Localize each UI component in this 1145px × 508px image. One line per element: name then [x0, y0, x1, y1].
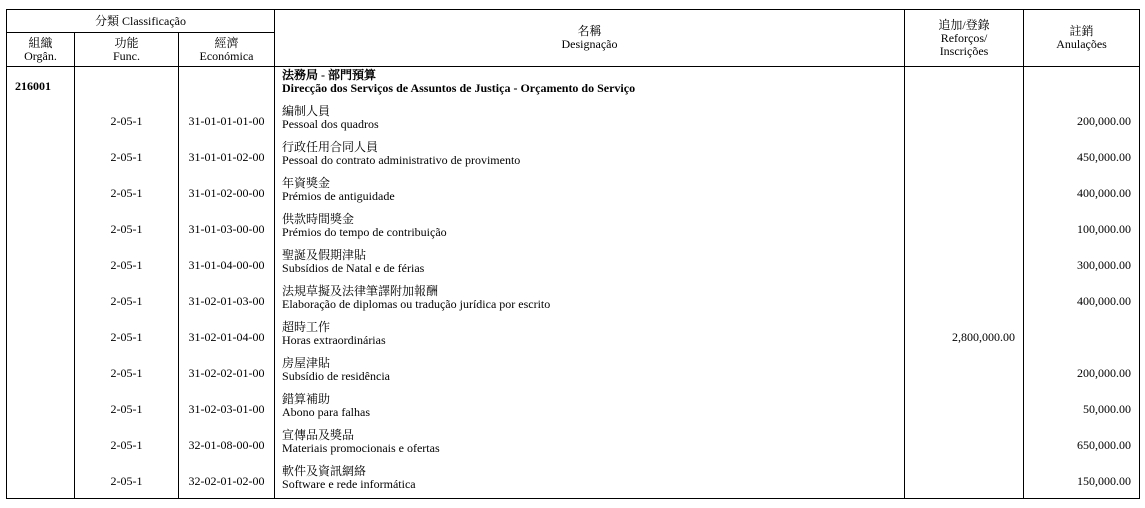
- designation-cell: [275, 247, 905, 283]
- reforco-cell: [905, 283, 1024, 319]
- organ-cell: [7, 319, 75, 355]
- designation-pt: Pessoal do contrato administrativo de provimento: [282, 152, 521, 167]
- function-code: 2-05-1: [75, 427, 179, 463]
- table-row: [7, 391, 1140, 427]
- organ-row: [7, 67, 1140, 103]
- designation-pt: Subsídios de Natal e de férias: [282, 260, 425, 275]
- designation-zh: 超時工作: [282, 319, 331, 334]
- organ-title-zh: 法務局 - 部門預算: [282, 68, 377, 82]
- organ-cell: [7, 247, 75, 283]
- designation-cell: [275, 391, 905, 427]
- empty-cell: [1024, 67, 1140, 103]
- designation-zh: 軟件及資訊網絡: [282, 463, 367, 478]
- budget-table-sheet: [6, 9, 1139, 499]
- reforco-total: 2,800,000.00: [905, 319, 1024, 355]
- anulacao-value: 450,000.00: [1024, 139, 1140, 175]
- organ-header: [7, 33, 75, 67]
- reforco-cell: [905, 463, 1024, 499]
- reforco-cell: [905, 355, 1024, 391]
- anulacao-value: 200,000.00: [1024, 355, 1140, 391]
- function-code: 2-05-1: [75, 463, 179, 499]
- designation-cell: [275, 319, 905, 355]
- organ-header-pt: Orgân.: [24, 48, 57, 63]
- economic-code: 31-01-01-01-00: [179, 103, 275, 139]
- organ-cell: [7, 139, 75, 175]
- economic-code: 31-01-03-00-00: [179, 211, 275, 247]
- designation-cell: [275, 103, 905, 139]
- anulacao-value: 650,000.00: [1024, 427, 1140, 463]
- designation-pt: Prémios do tempo de contribuição: [282, 224, 447, 239]
- designation-cell: [275, 427, 905, 463]
- economic-header-zh: 經濟: [214, 35, 239, 50]
- economic-header: [179, 33, 275, 67]
- designation-zh: 錯算補助: [282, 391, 331, 406]
- function-code: 2-05-1: [75, 211, 179, 247]
- anulacao-value: [1024, 319, 1140, 355]
- reforcos-header-zh: 追加/登錄: [938, 17, 990, 32]
- designation-header-pt: Designação: [561, 37, 618, 51]
- designation-pt: Horas extraordinárias: [282, 332, 386, 347]
- table-row: [7, 139, 1140, 175]
- economic-code: 31-01-01-02-00: [179, 139, 275, 175]
- organ-cell: [7, 463, 75, 499]
- designation-zh: 編制人員: [282, 103, 331, 118]
- anulacao-value: 400,000.00: [1024, 175, 1140, 211]
- designation-pt: Elaboração de diplomas ou tradução jurídica por escrito: [282, 296, 551, 311]
- organ-cell: [7, 283, 75, 319]
- table-row: [7, 247, 1140, 283]
- anulacoes-header-pt: Anulações: [1056, 37, 1107, 51]
- reforco-cell: [905, 103, 1024, 139]
- organ-cell: [7, 103, 75, 139]
- designation-pt: Subsídio de residência: [282, 368, 390, 383]
- designation-cell: [275, 211, 905, 247]
- designation-zh: 宣傳品及獎品: [282, 427, 355, 442]
- organ-cell: [7, 427, 75, 463]
- designation-cell: [275, 463, 905, 499]
- empty-cell: [179, 67, 275, 103]
- designation-cell: [275, 175, 905, 211]
- economic-code: 31-01-02-00-00: [179, 175, 275, 211]
- function-code: 2-05-1: [75, 319, 179, 355]
- reforco-cell: [905, 427, 1024, 463]
- designation-cell: [275, 139, 905, 175]
- designation-pt: Pessoal dos quadros: [282, 116, 379, 131]
- table-row: [7, 319, 1140, 355]
- anulacao-value: 300,000.00: [1024, 247, 1140, 283]
- reforco-cell: [905, 139, 1024, 175]
- reforco-cell: [905, 247, 1024, 283]
- economic-code: 32-02-01-02-00: [179, 463, 275, 499]
- reforco-cell: [905, 211, 1024, 247]
- organ-cell: [7, 391, 75, 427]
- designation-zh: 法規草擬及法律筆譯附加報酬: [282, 283, 439, 298]
- function-code: 2-05-1: [75, 247, 179, 283]
- anulacoes-header-zh: 註銷: [1069, 24, 1094, 38]
- organ-cell: [7, 211, 75, 247]
- function-code: 2-05-1: [75, 175, 179, 211]
- organ-title-pt: Direcção dos Serviços de Assuntos de Justiça - Orçamento do Serviço: [282, 81, 636, 95]
- designation-header-zh: 名稱: [577, 24, 602, 38]
- designation-zh: 行政任用合同人員: [282, 139, 379, 154]
- economic-code: 31-02-01-04-00: [179, 319, 275, 355]
- designation-zh: 房屋津貼: [282, 355, 331, 370]
- economic-code: 31-02-02-01-00: [179, 355, 275, 391]
- anulacao-value: 150,000.00: [1024, 463, 1140, 499]
- anulacao-value: 200,000.00: [1024, 103, 1140, 139]
- function-code: 2-05-1: [75, 355, 179, 391]
- designation-pt: Materiais promocionais e ofertas: [282, 440, 440, 455]
- organ-header-zh: 組織: [28, 35, 53, 50]
- designation-cell: [275, 355, 905, 391]
- economic-code: 31-02-03-01-00: [179, 391, 275, 427]
- reforcos-header-pt1: Reforços/: [940, 30, 988, 45]
- table-row: [7, 283, 1140, 319]
- organ-cell: [7, 175, 75, 211]
- function-code: 2-05-1: [75, 391, 179, 427]
- table-row: [7, 463, 1140, 499]
- designation-zh: 供款時間獎金: [282, 211, 355, 226]
- anulacao-value: 100,000.00: [1024, 211, 1140, 247]
- designation-pt: Software e rede informática: [282, 476, 416, 491]
- anulacoes-header: [1024, 10, 1140, 67]
- reforco-cell: [905, 391, 1024, 427]
- classification-header: 分類 Classificação: [7, 10, 275, 33]
- table-row: [7, 103, 1140, 139]
- designation-header: [275, 10, 905, 67]
- empty-cell: [75, 67, 179, 103]
- reforcos-header: [905, 10, 1024, 67]
- budget-table: [6, 9, 1140, 499]
- organ-code: 216001: [7, 67, 75, 103]
- organ-cell: [7, 355, 75, 391]
- empty-cell: [905, 67, 1024, 103]
- table-row: [7, 427, 1140, 463]
- economic-code: 31-01-04-00-00: [179, 247, 275, 283]
- economic-code: 31-02-01-03-00: [179, 283, 275, 319]
- reforco-cell: [905, 175, 1024, 211]
- designation-pt: Abono para falhas: [282, 404, 370, 419]
- reforcos-header-pt2: Inscrições: [939, 43, 989, 58]
- table-row: [7, 175, 1140, 211]
- economic-code: 32-01-08-00-00: [179, 427, 275, 463]
- designation-zh: 聖誕及假期津貼: [282, 247, 367, 262]
- table-row: [7, 355, 1140, 391]
- function-header-zh: 功能: [114, 35, 139, 50]
- function-code: 2-05-1: [75, 283, 179, 319]
- designation-pt: Prémios de antiguidade: [282, 188, 395, 203]
- function-code: 2-05-1: [75, 103, 179, 139]
- anulacao-value: 50,000.00: [1024, 391, 1140, 427]
- function-header-pt: Func.: [113, 48, 140, 63]
- table-row: [7, 211, 1140, 247]
- organ-title: [275, 67, 905, 103]
- designation-zh: 年資獎金: [282, 175, 331, 190]
- function-code: 2-05-1: [75, 139, 179, 175]
- anulacao-value: 400,000.00: [1024, 283, 1140, 319]
- function-header: [75, 33, 179, 67]
- economic-header-pt: Económica: [199, 48, 254, 63]
- designation-cell: [275, 283, 905, 319]
